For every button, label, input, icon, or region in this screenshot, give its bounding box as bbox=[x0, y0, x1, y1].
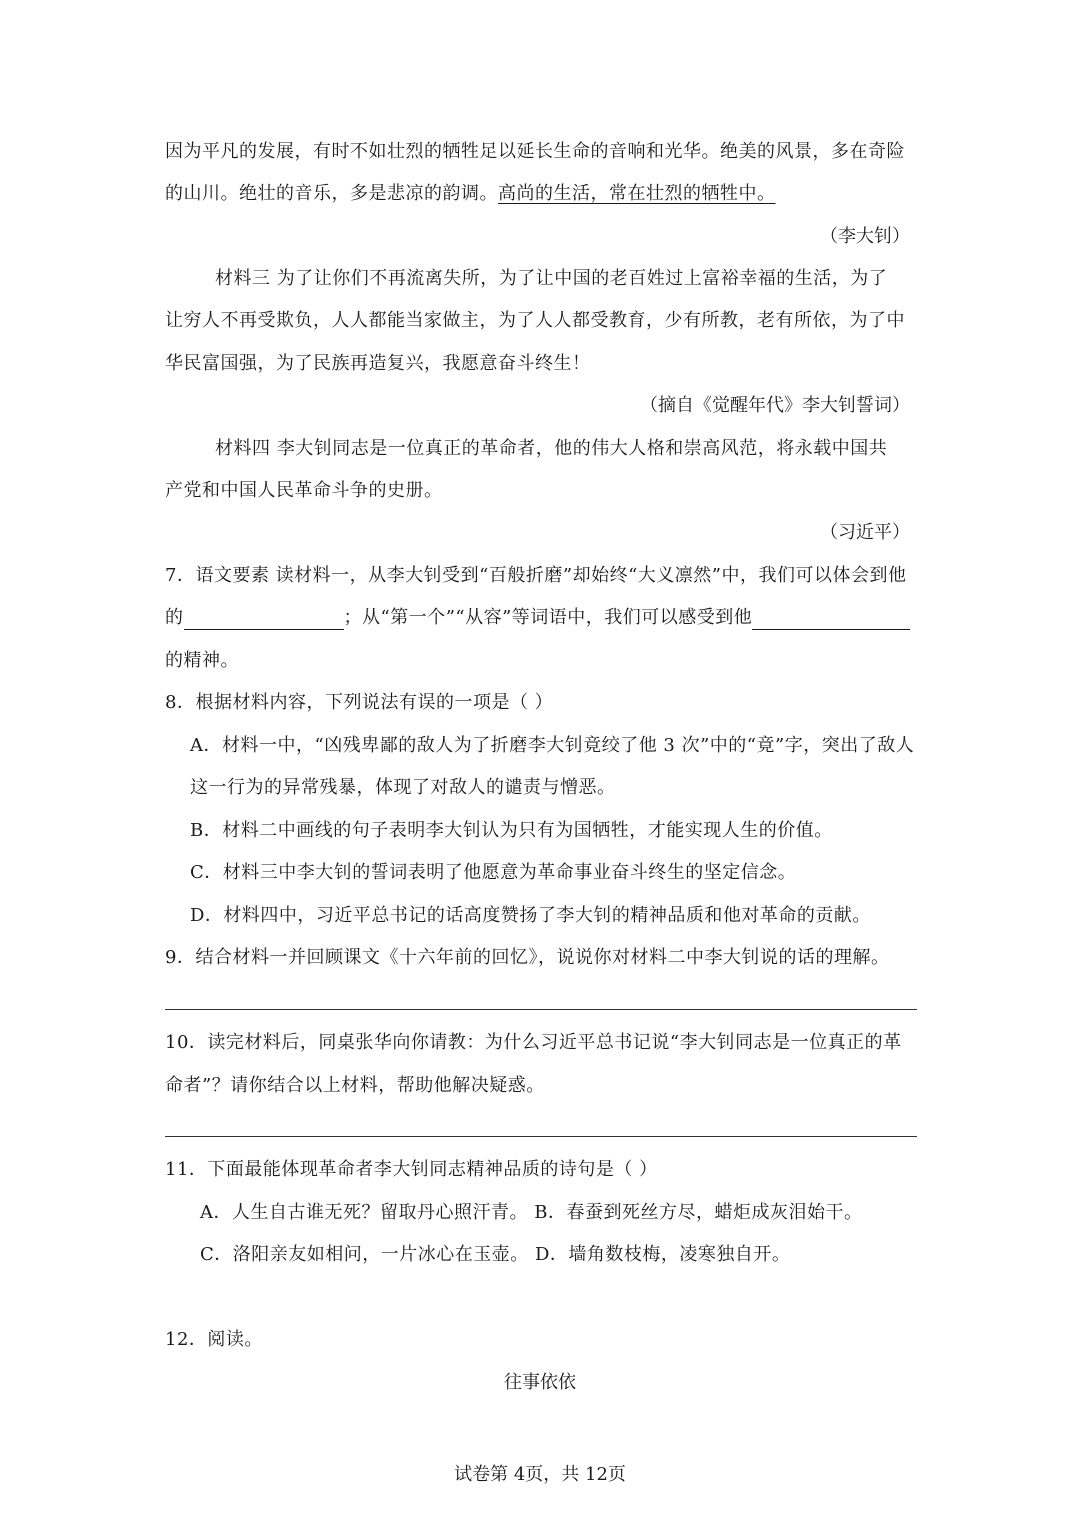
material2-line2-plain: 的山川。绝壮的音乐，多是悲凉的韵调。 bbox=[165, 183, 498, 204]
q7-line1: 7．语文要素 读材料一，从李大钊受到“百般折磨”却始终“大义凛然”中，我们可以体会到他 bbox=[165, 565, 907, 586]
q9-stem: 9．结合材料一并回顾课文《十六年前的回忆》，说说你对材料二中李大钊说的话的理解。 bbox=[165, 947, 890, 968]
q8-option-b[interactable]: B．材料二中画线的句子表明李大钊认为只有为国牺牲，才能实现人生的价值。 bbox=[190, 820, 833, 841]
q11-stem: 11．下面最能体现革命者李大钊同志精神品质的诗句是（ ） bbox=[165, 1159, 658, 1180]
material2-line1: 因为平凡的发展，有时不如壮烈的牺牲足以延长生命的音响和光华。绝美的风景，多在奇险 bbox=[165, 141, 905, 162]
q8-option-a-line1[interactable]: A．材料一中，“凶残卑鄙的敌人为了折磨李大钊竟绞了他 3 次”中的“竟”字，突出了敌人 bbox=[190, 735, 915, 756]
material3-line2: 让穷人不再受欺负，人人都能当家做主，为了人人都受教育，少有所教，老有所依，为了中 bbox=[165, 310, 905, 331]
material4-line1: 材料四 李大钊同志是一位真正的革命者，他的伟大人格和崇高风范，将永载中国共 bbox=[215, 438, 888, 459]
q8-stem: 8．根据材料内容，下列说法有误的一项是（ ） bbox=[165, 692, 554, 713]
material2-source: （李大钊） bbox=[820, 226, 910, 247]
q10-line2: 命者”？请你结合以上材料，帮助他解决疑惑。 bbox=[165, 1075, 545, 1096]
q7-line3: 的精神。 bbox=[165, 650, 239, 671]
q11-options-cd[interactable]: C．洛阳亲友如相问，一片冰心在玉壶。 D．墙角数枝梅，凌寒独自开。 bbox=[200, 1244, 791, 1265]
q11-options-ab[interactable]: A．人生自古谁无死？留取丹心照汗青。 B．春蚕到死丝方尽，蜡炬成灰泪始干。 bbox=[200, 1202, 863, 1223]
q12-passage-title: 往事依依 bbox=[504, 1372, 576, 1393]
material2-line2 bbox=[165, 182, 776, 206]
page-footer: 试卷第 4页，共 12页 bbox=[454, 1464, 626, 1485]
q10-answer-line[interactable] bbox=[165, 1136, 917, 1137]
material3-line1: 材料三 为了让你们不再流离失所，为了让中国的老百姓过上富裕幸福的生活，为了 bbox=[215, 268, 888, 289]
q12-stem: 12．阅读。 bbox=[165, 1329, 263, 1350]
q8-option-c[interactable]: C．材料三中李大钊的誓词表明了他愿意为革命事业奋斗终生的坚定信念。 bbox=[190, 862, 797, 883]
q8-option-a-line2: 这一行为的异常残暴，体现了对敌人的谴责与憎恶。 bbox=[190, 777, 616, 798]
q7-line2 bbox=[165, 606, 910, 630]
q7-blank-2[interactable] bbox=[752, 611, 910, 630]
material4-line2: 产党和中国人民革命斗争的史册。 bbox=[165, 480, 443, 501]
q7-line2-b: ；从“第一个”“从容”等词语中，我们可以感受到他 bbox=[343, 607, 753, 628]
q9-answer-line[interactable] bbox=[165, 1009, 917, 1010]
q7-line2-a: 的 bbox=[165, 607, 184, 628]
q8-option-d[interactable]: D．材料四中，习近平总书记的话高度赞扬了李大钊的精神品质和他对革命的贡献。 bbox=[190, 905, 871, 926]
material3-source: （摘自《觉醒年代》李大钊誓词） bbox=[640, 395, 910, 416]
material2-underlined-sentence: 高尚的生活，常在壮烈的牺牲中。 bbox=[498, 183, 776, 204]
q10-line1: 10．读完材料后，同桌张华向你请教：为什么习近平总书记说“李大钊同志是一位真正的革 bbox=[165, 1032, 902, 1053]
material4-source: （习近平） bbox=[820, 522, 910, 543]
material3-line3: 华民富国强，为了民族再造复兴，我愿意奋斗终生！ bbox=[165, 353, 591, 374]
q7-blank-1[interactable] bbox=[184, 611, 344, 630]
